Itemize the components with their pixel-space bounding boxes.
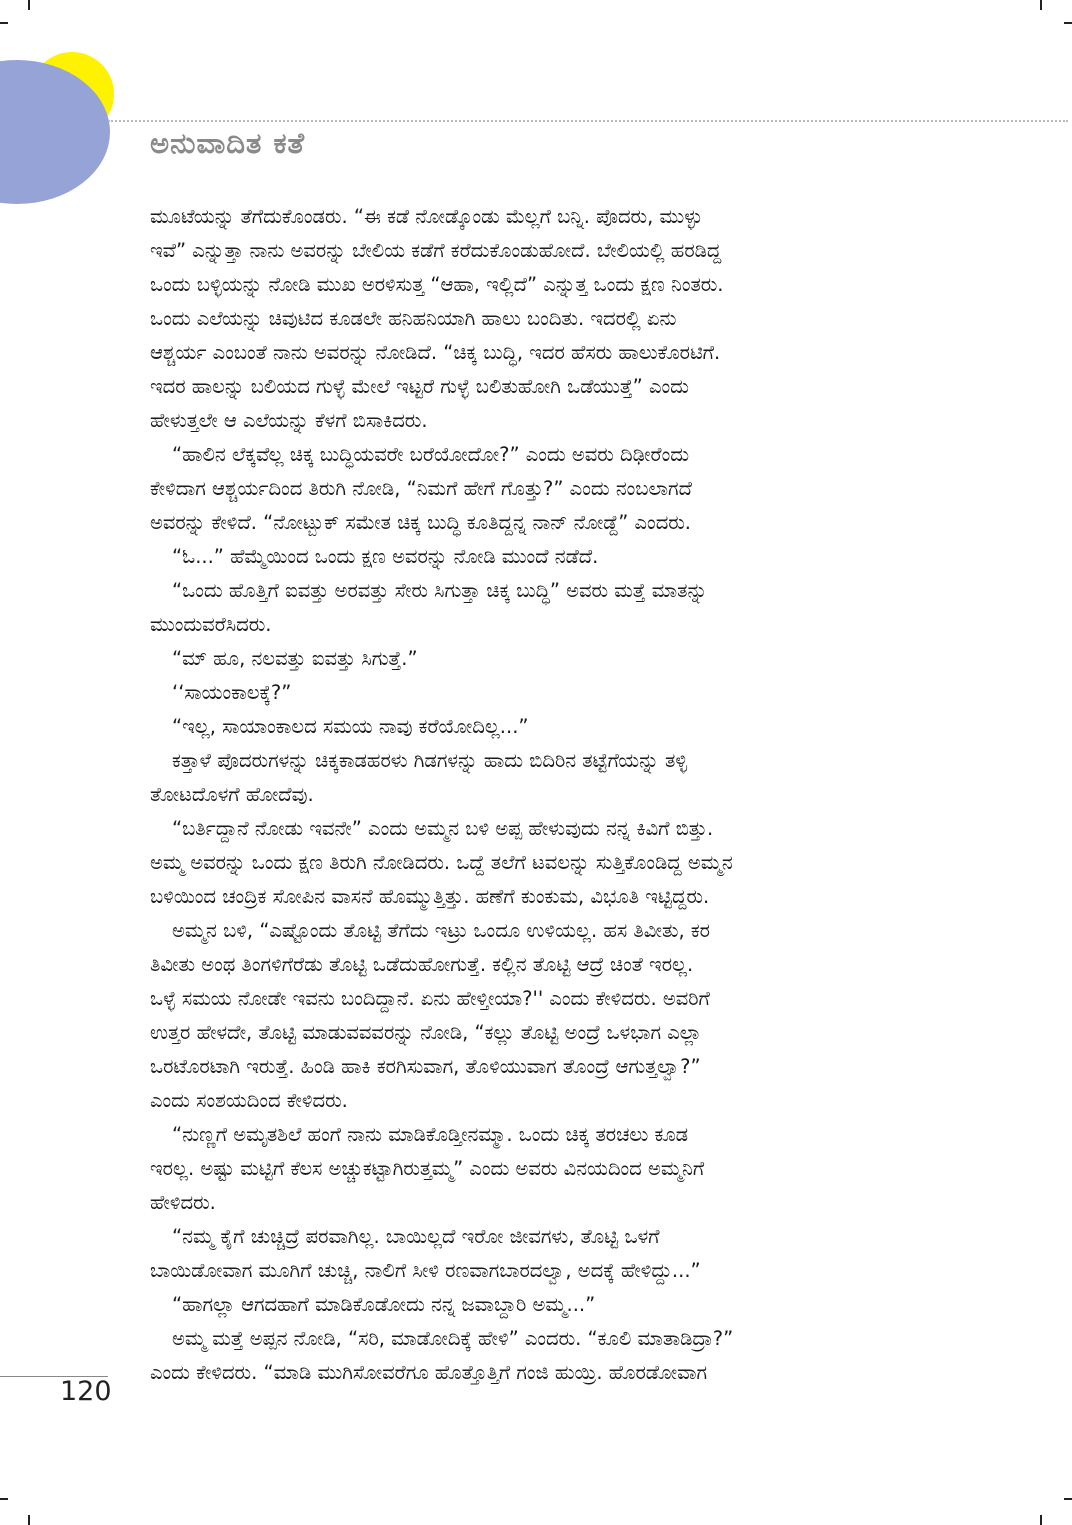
crop-mark-bottom-left-side xyxy=(0,1498,8,1500)
body-line: ಇವೆ” ಎನ್ನುತ್ತಾ ನಾನು ಅವರನ್ನು ಬೇಲಿಯ ಕಡೆಗೆ ಕರೆದುಕೊಂಡುಹೋದೆ. ಬೇಲಿಯಲ್ಲಿ ಹರಡಿದ್ದ xyxy=(150,239,722,262)
body-line: ಅವರನ್ನು ಕೇಳಿದೆ. “ನೋಟ್ಬುಕ್ ಸಮೇತ ಚಿಕ್ಕ ಬುದ್ಧಿ ಕೂತಿದ್ದನ್ನ ನಾನ್ ನೋಡ್ದೆ” ಎಂದರು. xyxy=(150,511,692,534)
body-line: ಎಂದು ಕೇಳಿದರು. “ಮಾಡಿ ಮುಗಿಸೋವರೆಗೂ ಹೊತ್ತೊತ್ತಿಗೆ ಗಂಜಿ ಹುಯ್ರಿ. ಹೊರಡೋವಾಗ xyxy=(150,1361,708,1384)
body-line: ಇರಲ್ಲ. ಅಷ್ಟು ಮಟ್ಟಿಗೆ ಕೆಲಸ ಅಚ್ಚುಕಟ್ಟಾಗಿರುತ್ತಮ್ಮ” ಎಂದು ಅವರು ವಿನಯದಿಂದ ಅಮ್ಮನಿಗೆ xyxy=(150,1157,705,1180)
body-line: “ನುಣ್ಣಗೆ ಅಮೃತಶಿಲೆ ಹಂಗೆ ನಾನು ಮಾಡಿಕೊಡ್ತೀನಮ್ಮಾ. ಒಂದು ಚಿಕ್ಕ ತರಚಲು ಕೂಡ xyxy=(172,1123,689,1146)
body-line: ‘‘ಸಾಯಂಕಾಲಕ್ಕೆ?” xyxy=(172,681,292,704)
body-line: ಮೂಟೆಯನ್ನು ತೆಗೆದುಕೊಂಡರು. “ಈ ಕಡೆ ನೋಡ್ಕೊಂಡು ಮೆಲ್ಲಗೆ ಬನ್ನಿ. ಪೊದರು, ಮುಳ್ಳು xyxy=(150,205,703,228)
body-line: “ನಮ್ಮ ಕೈಗೆ ಚುಚ್ಚಿದ್ರೆ ಪರವಾಗಿಲ್ಲ. ಬಾಯಿಲ್ಲದೆ ಇರೋ ಜೀವಗಳು, ತೊಟ್ಟಿ ಒಳಗೆ xyxy=(172,1225,660,1248)
section-title: ಅನುವಾದಿತ ಕತೆ xyxy=(150,126,306,160)
crop-mark-bottom-right xyxy=(1040,1515,1042,1525)
crop-mark-top-left xyxy=(28,0,30,10)
body-line: ಅಮ್ಮನ ಬಳಿ, “ಎಷ್ಟೊಂದು ತೊಟ್ಟಿ ತೆಗೆದು ಇಟ್ರು ಒಂದೂ ಉಳಿಯಲ್ಲ. ಹಸ ತಿವೀತು, ಕರ xyxy=(172,919,710,942)
body-line: ಮುಂದುವರೆಸಿದರು. xyxy=(150,613,272,636)
body-line: “ಓ...” ಹೆಮ್ಮೆಯಿಂದ ಒಂದು ಕ್ಷಣ ಅವರನ್ನು ನೋಡಿ ಮುಂದೆ ನಡೆದೆ. xyxy=(172,545,599,568)
body-line: “ಹಾಲಿನ ಲೆಕ್ಕವೆಲ್ಲ ಚಿಕ್ಕ ಬುದ್ಧಿಯವರೇ ಬರೆಯೋದೋ?” ಎಂದು ಅವರು ದಿಢೀರೆಂದು xyxy=(172,443,690,466)
body-line: “ಇಲ್ಲ, ಸಾಯಾಂಕಾಲದ ಸಮಯ ನಾವು ಕರೆಯೋದಿಲ್ಲ...” xyxy=(172,715,529,738)
body-line: ಒಳ್ಳೆ ಸಮಯ ನೋಡೇ ಇವನು ಬಂದಿದ್ದಾನೆ. ಏನು ಹೇಳ್ತೀಯಾ?'' ಎಂದು ಕೇಳಿದರು. ಅವರಿಗೆ xyxy=(150,987,710,1010)
body-line: ತೋಟದೊಳಗೆ ಹೋದೆವು. xyxy=(150,783,314,806)
crop-mark-bottom-right-side xyxy=(1064,1498,1072,1500)
page-number: 120 xyxy=(60,1376,112,1407)
body-line: ಒಂದು ಎಲೆಯನ್ನು ಚಿವುಟಿದ ಕೂಡಲೇ ಹನಿಹನಿಯಾಗಿ ಹಾಲು ಬಂದಿತು. ಇದರಲ್ಲಿ ಏನು xyxy=(150,307,677,330)
body-line: ತಿವೀತು ಅಂಥ ತಿಂಗಳಿಗೆರೆಡು ತೊಟ್ಟಿ ಒಡೆದುಹೋಗುತ್ತೆ. ಕಲ್ಲಿನ ತೊಟ್ಟಿ ಆದ್ರೆ ಚಿಂತೆ ಇರಲ್ಲ. xyxy=(150,953,694,976)
body-line: ಹೇಳುತ್ತಲೇ ಆ ಎಲೆಯನ್ನು ಕೆಳಗೆ ಬಿಸಾಕಿದರು. xyxy=(150,409,428,432)
body-line: “ಬರ್ತಿದ್ದಾನೆ ನೋಡು ಇವನೇ” ಎಂದು ಅಮ್ಮನ ಬಳಿ ಅಪ್ಪ ಹೇಳುವುದು ನನ್ನ ಕಿವಿಗೆ ಬಿತ್ತು. xyxy=(172,817,714,840)
body-line: ಅಮ್ಮ ಮತ್ತೆ ಅಪ್ಪನ ನೋಡಿ, “ಸರಿ, ಮಾಡೋದಿಕ್ಕೆ ಹೇಳಿ” ಎಂದರು. “ಕೂಲಿ ಮಾತಾಡಿದ್ರಾ?” xyxy=(172,1327,734,1350)
body-line: “ಒಂದು ಹೊತ್ತಿಗೆ ಐವತ್ತು ಅರವತ್ತು ಸೇರು ಸಿಗುತ್ತಾ ಚಿಕ್ಕ ಬುದ್ಧಿ” ಅವರು ಮತ್ತೆ ಮಾತನ್ನು xyxy=(172,579,708,602)
header-dotted-rule xyxy=(108,120,1068,122)
body-line: ಬಳಿಯಿಂದ ಚಂದ್ರಿಕ ಸೋಪಿನ ವಾಸನೆ ಹೊಮ್ಮುತ್ತಿತ್ತು. ಹಣೆಗೆ ಕುಂಕುಮ, ವಿಭೂತಿ ಇಟ್ಟಿದ್ದರು. xyxy=(150,885,710,908)
body-line: “ಹಾಗಲ್ಲಾ ಆಗದಹಾಗೆ ಮಾಡಿಕೊಡೋದು ನನ್ನ ಜವಾಬ್ದಾರಿ ಅಮ್ಮ...” xyxy=(172,1293,596,1316)
body-line: ಎಂದು ಸಂಶಯದಿಂದ ಕೇಳಿದರು. xyxy=(150,1089,348,1112)
crop-mark-top-left-side xyxy=(0,22,8,24)
crop-mark-top-right xyxy=(1040,0,1042,10)
crop-mark-top-right-side xyxy=(1064,22,1072,24)
crop-mark-bottom-left xyxy=(28,1515,30,1525)
body-line: ಒರಟೊರಟಾಗಿ ಇರುತ್ತೆ. ಹಿಂಡಿ ಹಾಕಿ ಕರಗಿಸುವಾಗ, ತೊಳಿಯುವಾಗ ತೊಂದ್ರೆ ಆಗುತ್ತಲ್ವಾ?” xyxy=(150,1055,701,1078)
body-line: ಒಂದು ಬಳ್ಳಿಯನ್ನು ನೋಡಿ ಮುಖ ಅರಳಿಸುತ್ತ “ಆಹಾ, ಇಲ್ಲಿದೆ” ಎನ್ನುತ್ತ ಒಂದು ಕ್ಷಣ ನಿಂತರು. xyxy=(150,273,724,296)
body-line: ಇದರ ಹಾಲನ್ನು ಬಲಿಯದ ಗುಳ್ಳೆ ಮೇಲೆ ಇಟ್ಟರೆ ಗುಳ್ಳೆ ಬಲಿತುಹೋಗಿ ಒಡೆಯುತ್ತೆ” ಎಂದು xyxy=(150,375,689,398)
body-line: “ಮ್ ಹೂ, ನಲವತ್ತು ಐವತ್ತು ಸಿಗುತ್ತೆ.” xyxy=(172,647,418,670)
body-line: ಉತ್ತರ ಹೇಳದೇ, ತೊಟ್ಟಿ ಮಾಡುವವವರನ್ನು ನೋಡಿ, “ಕಲ್ಲು ತೊಟ್ಟಿ ಅಂದ್ರೆ ಒಳಭಾಗ ಎಲ್ಲಾ xyxy=(150,1021,702,1044)
body-line: ಬಾಯಿಡೋವಾಗ ಮೂಗಿಗೆ ಚುಚ್ಚಿ, ನಾಲಿಗೆ ಸೀಳಿ ರಣವಾಗಬಾರದಲ್ವಾ, ಅದಕ್ಕೆ ಹೇಳಿದ್ದು...” xyxy=(150,1259,701,1282)
body-line: ಕತ್ತಾಳೆ ಪೊದರುಗಳನ್ನು ಚಿಕ್ಕಕಾಡಹರಳು ಗಿಡಗಳನ್ನು ಹಾದು ಬಿದಿರಿನ ತಟ್ಟೆಗೆಯನ್ನು ತಳ್ಳಿ xyxy=(172,749,688,772)
body-line: ಕೇಳಿದಾಗ ಆಶ್ಚರ್ಯದಿಂದ ತಿರುಗಿ ನೋಡಿ, “ನಿಮಗೆ ಹೇಗೆ ಗೊತ್ತು?” ಎಂದು ನಂಬಲಾಗದೆ xyxy=(150,477,692,500)
body-line: ಆಶ್ಚರ್ಯ ಎಂಬಂತೆ ನಾನು ಅವರನ್ನು ನೋಡಿದೆ. “ಚಿಕ್ಕ ಬುದ್ಧಿ, ಇದರ ಹೆಸರು ಹಾಲುಕೊರಟಿಗೆ. xyxy=(150,341,721,364)
body-line: ಅಮ್ಮ ಅವರನ್ನು ಒಂದು ಕ್ಷಣ ತಿರುಗಿ ನೋಡಿದರು. ಒದ್ದೆ ತಲೆಗೆ ಟವಲನ್ನು ಸುತ್ತಿಕೊಂಡಿದ್ದ ಅಮ್ಮನ xyxy=(150,851,733,874)
story-body xyxy=(150,200,935,1390)
body-line: ಹೇಳಿದರು. xyxy=(150,1191,216,1214)
